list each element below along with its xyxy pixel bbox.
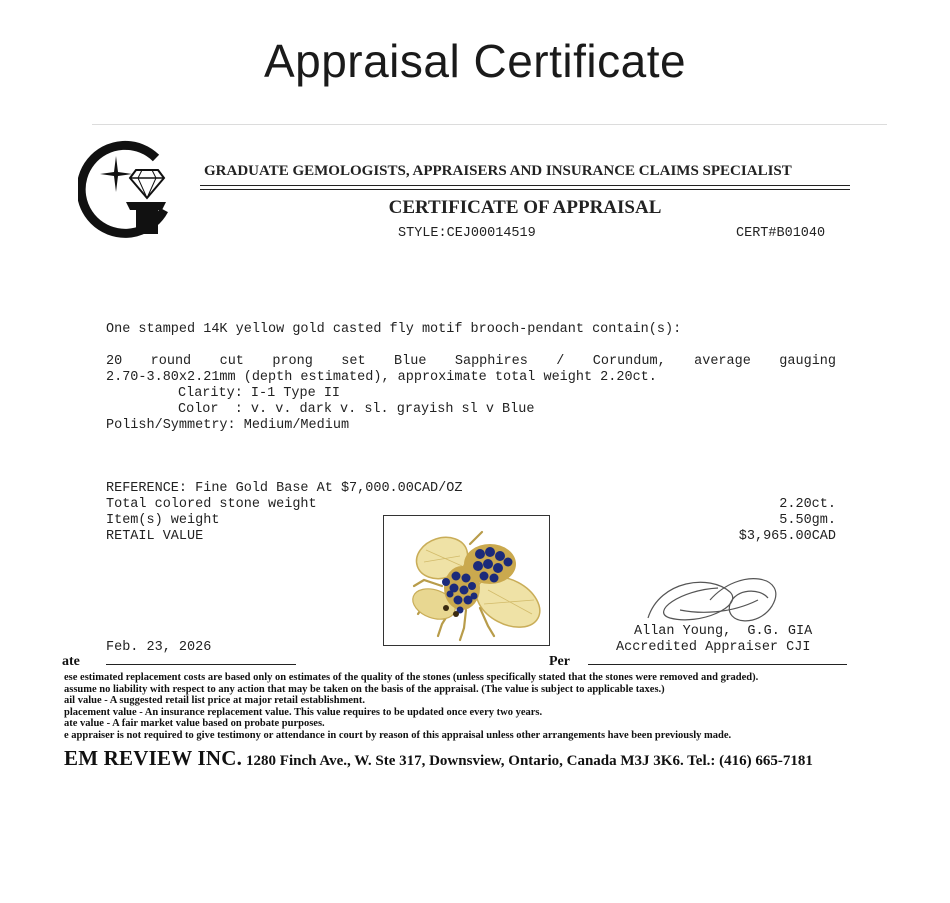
item-description: One stamped 14K yellow gold casted fly motif brooch-pendant contain(s): <box>106 322 682 337</box>
gold-base-reference: REFERENCE: Fine Gold Base At $7,000.00CAD/OZ <box>106 481 463 496</box>
company-address: 1280 Finch Ave., W. Ste 317, Downsview, Ontario, Canada M3J 3K6. Tel.: (416) 665-7181 <box>246 753 813 769</box>
terms-line: assume no liability with respect to any action that may be taken on the basis of the appraisal. (The value is subject to applicable taxes.) <box>64 683 665 695</box>
top-divider <box>92 124 887 125</box>
stone-description: 20 round cut prong set Blue Sapphires / Corundum, average gauging <box>106 354 836 369</box>
page-title: Appraisal Certificate <box>263 35 687 87</box>
header-rule <box>200 185 850 186</box>
style-number: STYLE:CEJ00014519 <box>398 226 536 241</box>
stone-color: Color : v. v. dark v. sl. grayish sl v Blue <box>178 402 535 417</box>
date-label: ate <box>62 654 80 669</box>
terms-disclaimer <box>64 672 864 742</box>
terms-line: ail value - A suggested retail list price at major retail establishment. <box>64 695 365 707</box>
terms-line: placement value - An insurance replacement value. This value requires to be updated once every two years. <box>64 706 543 718</box>
appraiser-title: Accredited Appraiser CJI <box>616 640 811 655</box>
certificate-title: CERTIFICATE OF APPRAISAL <box>388 197 662 218</box>
signature-line <box>588 664 847 665</box>
organization-name: GRADUATE GEMOLOGISTS, APPRAISERS AND INSURANCE CLAIMS SPECIALIST <box>204 163 792 179</box>
appraisal-date: Feb. 23, 2026 <box>106 640 212 655</box>
terms-line: e appraiser is not required to give testimony or attendance in court by reason of this appraisal unless other arrangements have been previously made. <box>64 729 732 741</box>
date-line <box>106 664 296 665</box>
stone-weight-value: 2.20ct. <box>779 497 836 512</box>
retail-value-amount: $3,965.00CAD <box>738 529 836 544</box>
fly-brooch-illustration <box>384 516 549 645</box>
stone-dimensions: 2.70-3.80x2.21mm (depth estimated), approximate total weight 2.20ct. <box>106 370 657 385</box>
company-footer <box>64 746 813 771</box>
per-label: Per <box>549 654 570 669</box>
item-weight-value: 5.50gm. <box>779 513 836 528</box>
cert-number: CERT#B01040 <box>736 226 826 241</box>
item-weight-label: Item(s) weight <box>106 513 220 528</box>
stone-clarity: Clarity: I-1 Type II <box>178 386 341 401</box>
company-name: EM REVIEW INC. <box>64 746 243 770</box>
polish-symmetry: Polish/Symmetry: Medium/Medium <box>106 418 350 433</box>
stone-weight-label: Total colored stone weight <box>106 497 317 512</box>
header-rule <box>200 189 850 190</box>
appraiser-name: Allan Young, G.G. GIA <box>634 624 813 639</box>
retail-value-label: RETAIL VALUE <box>106 529 204 544</box>
terms-line: ate value - A fair market value based on probate purposes. <box>64 718 325 730</box>
fly-brooch-photo <box>383 515 550 646</box>
gem-logo-icon <box>78 136 178 240</box>
terms-line: ese estimated replacement costs are based only on estimates of the quality of the stones (unless specifically stated that the stones were removed and graded). <box>64 672 759 683</box>
